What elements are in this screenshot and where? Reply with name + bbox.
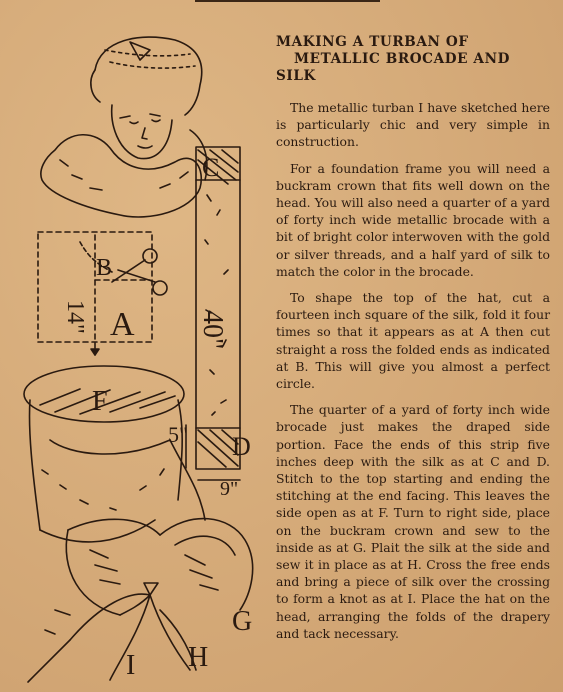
paragraph-2: For a foundation frame you will need a buckram crown that fits well down on the head. You will also need a quarter of a yard of forty inch wide metallic brocade with a bit of bright color interwoven with the gold or silver threads, and a half yard of silk to match the color in the brocade. — [276, 160, 550, 279]
finished-turban-diagram-ghi — [28, 519, 253, 682]
silk-square-diagram-ab — [38, 232, 167, 355]
woman-wearing-turban-sketch — [41, 37, 207, 217]
dimension-5-inch: 5" — [168, 422, 188, 447]
article-title — [276, 34, 550, 85]
label-a: A — [110, 306, 135, 343]
dimension-40-inch: 40" — [197, 310, 228, 350]
dimension-14-inch: 14" — [62, 300, 88, 334]
article-column — [276, 34, 550, 642]
scissors-icon — [112, 249, 167, 295]
paragraph-3: To shape the top of the hat, cut a fourteen inch square of the silk, fold it four times so that it appears as at A then cut straight a ross the folded ends as indicated at B. This will give you almost a perfect circle. — [276, 290, 550, 392]
top-rule — [195, 0, 380, 2]
label-h: H — [188, 642, 209, 673]
title-line-1: MAKING A TURBAN OF — [276, 34, 469, 50]
turban-sketch-illustration — [0, 10, 270, 692]
label-c: C — [202, 153, 220, 182]
crown-diagram-f — [24, 366, 205, 542]
dimension-9-inch: 9" — [220, 478, 239, 500]
label-b: B — [96, 255, 113, 281]
label-g: G — [232, 606, 253, 637]
label-f: F — [92, 386, 108, 417]
paragraph-1: The metallic turban I have sketched here is particularly chic and very simple in construction. — [276, 100, 550, 150]
paragraph-4: The quarter of a yard of forty inch wide brocade just makes the draped side portion. Face the ends of this strip five inches deep with the silk as at C and D. Stitch to the top starting and ending the stitching at the end facing. This leaves the side open as at F. Turn to right side, place on the buckram crown and sew to the inside as at G. Plait the silk at the side and sew it in place as at H. Cross the free ends and bring a piece of silk over the crossing to form a knot as at I. Place the hat on the head, arranging the folds of the drapery and tack necessary. — [276, 402, 550, 641]
label-i: I — [126, 650, 136, 681]
label-d: D — [232, 432, 251, 461]
title-line-2: METALLIC BROCADE AND SILK — [276, 51, 510, 84]
